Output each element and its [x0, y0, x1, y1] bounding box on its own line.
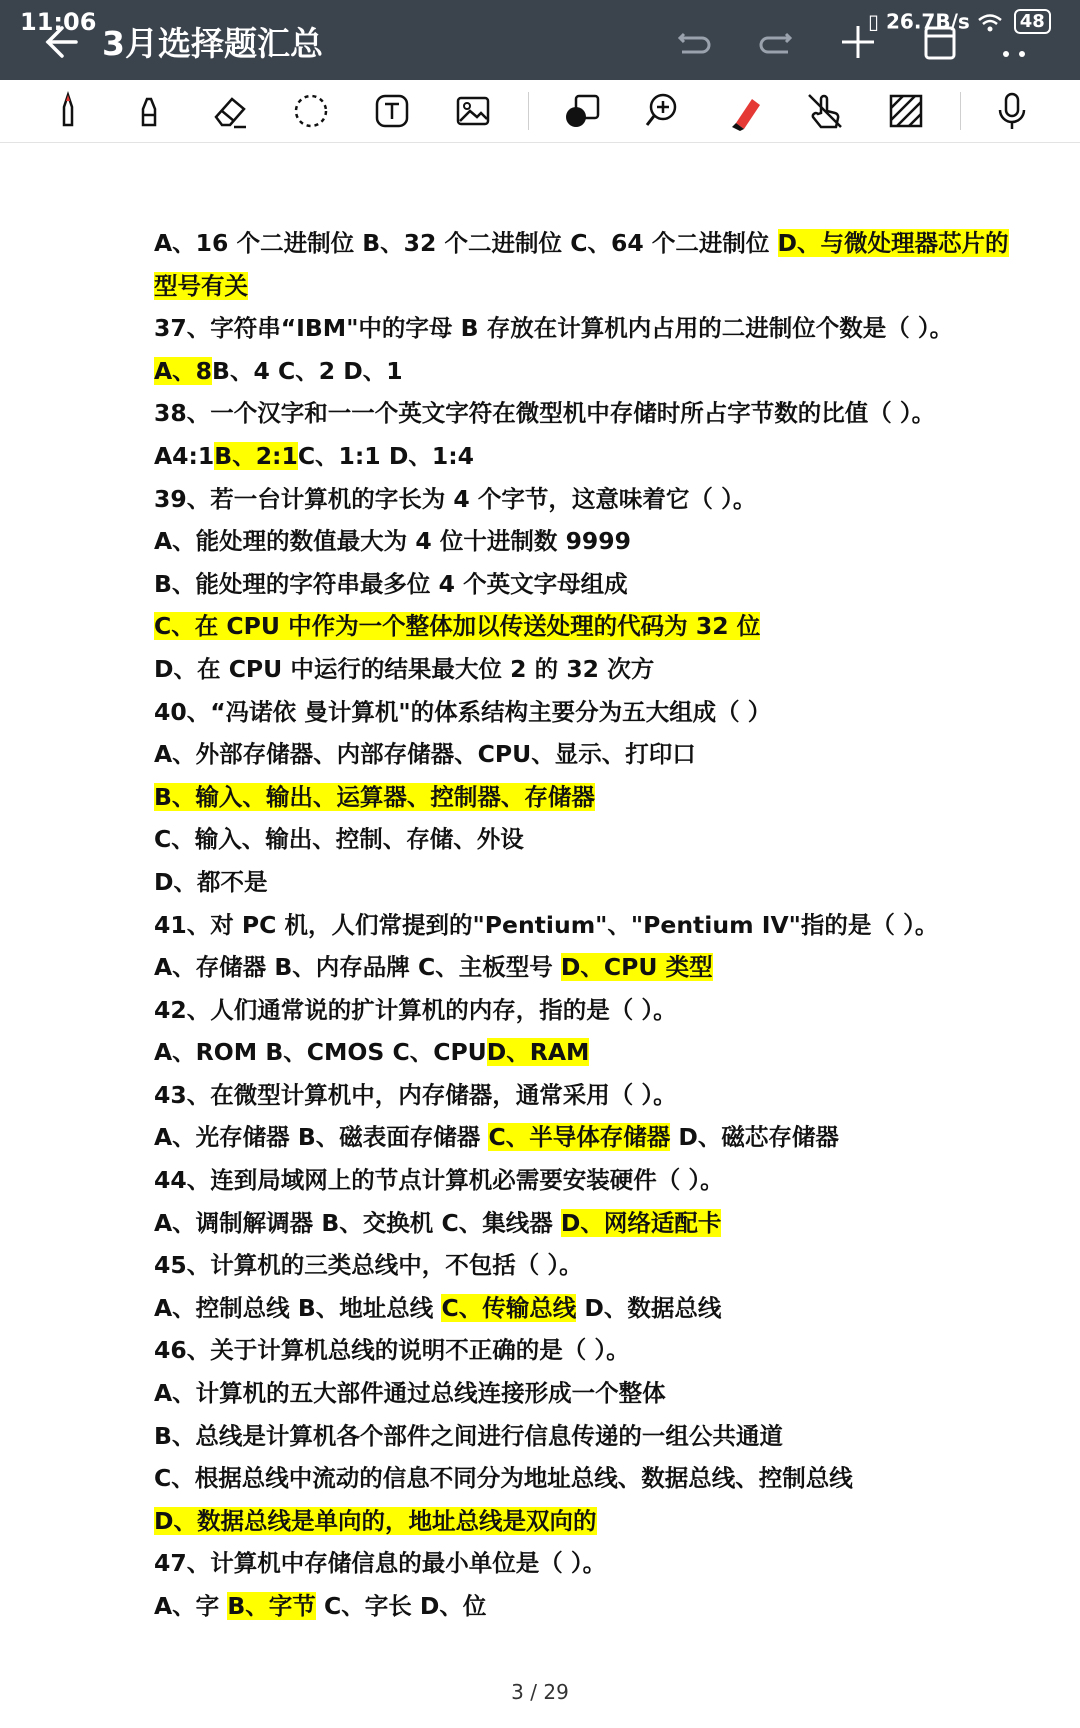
text-segment: 45、计算机的三类总线中，不包括（ ）。	[154, 1251, 583, 1280]
document-line	[154, 861, 1034, 904]
zoom-icon[interactable]	[641, 89, 685, 133]
document-line	[154, 222, 1034, 265]
text-segment: A、计算机的五大部件通过总线连接形成一个整体	[154, 1379, 666, 1408]
text-segment: 37、字符串“IBM"中的字母 B 存放在计算机内占用的二进制位个数是（ ）。	[154, 314, 954, 343]
document-line	[154, 1585, 1034, 1628]
text-segment: A、存储器 B、内存品牌 C、主板型号	[154, 953, 561, 982]
document-line	[154, 478, 1034, 521]
highlighted-answer: D、RAM	[486, 1038, 590, 1067]
text-segment: 39、若一台计算机的字长为 4 个字节，这意味着它（ ）。	[154, 484, 757, 513]
annotation-toolbar	[0, 80, 1080, 143]
document-page-content	[154, 222, 1034, 1628]
text-segment: 41、对 PC 机，人们常提到的"Pentium"、"Pentium IV"指的是（ ）。	[154, 910, 939, 939]
microphone-icon[interactable]	[990, 89, 1034, 133]
toolbar-divider	[528, 92, 529, 130]
highlighted-answer: D、CPU 类型	[560, 953, 713, 982]
wifi-icon	[977, 10, 1010, 34]
highlighted-answer: 型号有关	[154, 271, 248, 300]
text-segment: A、控制总线 B、地址总线	[154, 1293, 442, 1322]
document-line	[154, 1329, 1034, 1372]
text-segment: D、磁芯存储器	[670, 1123, 839, 1152]
document-line	[154, 605, 1034, 648]
document-line	[154, 435, 1034, 478]
text-segment: B、能处理的字符串最多位 4 个英文字母组成	[154, 569, 628, 598]
document-title: 3月选择题汇总	[102, 24, 323, 63]
text-segment: A、字	[154, 1592, 228, 1620]
document-line	[154, 563, 1034, 606]
document-line	[154, 946, 1034, 989]
highlighted-answer: D、数据总线是单向的，地址总线是双向的	[154, 1506, 597, 1535]
highlighted-answer: B、输入、输出、运算器、控制器、存储器	[154, 782, 595, 811]
touch-off-icon[interactable]	[803, 89, 847, 133]
text-segment: A4:1	[154, 441, 215, 470]
text-segment: 44、连到局域网上的节点计算机必需要安装硬件（ ）。	[154, 1166, 724, 1195]
shape-icon[interactable]	[560, 89, 604, 133]
lasso-icon[interactable]	[289, 89, 333, 133]
document-line	[154, 350, 1034, 393]
text-segment: A、能处理的数值最大为 4 位十进制数 9999	[154, 527, 631, 556]
document-line	[154, 1372, 1034, 1415]
document-line	[154, 776, 1034, 819]
highlighted-answer: B、2:1	[214, 441, 298, 470]
status-time: 11:06	[20, 8, 97, 36]
document-line	[154, 1202, 1034, 1245]
text-segment: 40、“冯诺依 曼计算机"的体系结构主要分为五大组成（ ）	[154, 697, 772, 726]
status-indicators	[868, 8, 1051, 40]
pattern-icon[interactable]	[884, 89, 928, 133]
document-line	[154, 1244, 1034, 1287]
battery-level: 48	[1014, 9, 1051, 34]
text-segment: C、输入、输出、控制、存储、外设	[154, 825, 524, 854]
text-segment: A、外部存储器、内部存储器、CPU、显示、打印口	[154, 740, 696, 769]
network-speed: 26.7B/s	[885, 9, 970, 34]
document-line	[154, 1159, 1034, 1202]
page-indicator: 3 / 29	[511, 1680, 569, 1704]
document-line	[154, 307, 1034, 350]
document-line	[154, 1031, 1034, 1074]
document-line	[154, 265, 1034, 308]
highlighter-icon[interactable]	[127, 89, 171, 133]
highlighted-answer: A、8	[154, 356, 213, 385]
redo-icon[interactable]	[754, 20, 798, 64]
text-segment: 38、一个汉字和一一个英文字符在微型机中存储时所占字节数的比值（ ）。	[154, 399, 936, 428]
text-segment: A、16 个二进制位 B、32 个二进制位 C、64 个二进制位	[154, 229, 778, 257]
document-line	[154, 733, 1034, 776]
text-segment: B、4 C、2 D、1	[212, 356, 403, 385]
text-segment: B、总线是计算机各个部件之间进行信息传递的一组公共通道	[154, 1421, 783, 1450]
document-line	[154, 989, 1034, 1032]
text-segment: C、1:1 D、1:4	[297, 441, 474, 470]
document-line	[154, 520, 1034, 563]
highlighted-answer: C、在 CPU 中作为一个整体加以传送处理的代码为 32 位	[154, 612, 761, 641]
document-line	[154, 1415, 1034, 1458]
highlighted-answer: D、网络适配卡	[560, 1208, 722, 1237]
text-segment: 46、关于计算机总线的说明不正确的是（ ）。	[154, 1336, 630, 1365]
document-line	[154, 1116, 1034, 1159]
highlighted-answer: B、字节	[227, 1592, 316, 1620]
toolbar-divider	[960, 92, 961, 130]
document-line	[154, 648, 1034, 691]
highlighted-answer: C、半导体存储器	[488, 1123, 671, 1152]
text-segment: 43、在微型计算机中，内存储器，通常采用（ ）。	[154, 1080, 677, 1109]
text-segment: C、字长 D、位	[315, 1592, 487, 1620]
text-segment: A、ROM B、CMOS C、CPU	[154, 1038, 487, 1067]
highlight-marker-icon[interactable]	[722, 89, 766, 133]
vibrate-icon: ▯	[868, 9, 880, 34]
document-line	[154, 1457, 1034, 1500]
text-segment: C、根据总线中流动的信息不同分为地址总线、数据总线、控制总线	[154, 1464, 853, 1493]
document-line	[154, 1500, 1034, 1543]
text-segment: A、光存储器 B、磁表面存储器	[154, 1123, 489, 1152]
pen-icon[interactable]	[46, 89, 90, 133]
text-segment: D、数据总线	[576, 1293, 722, 1322]
eraser-icon[interactable]	[208, 89, 252, 133]
text-box-icon[interactable]	[370, 89, 414, 133]
text-segment: A、调制解调器 B、交换机 C、集线器	[154, 1208, 561, 1237]
title-bar	[0, 0, 1080, 80]
highlighted-answer: D、与微处理器芯片的	[777, 229, 1009, 257]
document-line	[154, 691, 1034, 734]
highlighted-answer: C、传输总线	[441, 1293, 577, 1322]
undo-icon[interactable]	[672, 20, 716, 64]
document-line	[154, 1542, 1034, 1585]
document-line	[154, 392, 1034, 435]
text-segment: D、在 CPU 中运行的结果最大位 2 的 32 次方	[154, 654, 655, 683]
document-line	[154, 818, 1034, 861]
document-line	[154, 1074, 1034, 1117]
text-segment: 47、计算机中存储信息的最小单位是（ ）。	[154, 1549, 607, 1578]
document-line	[154, 1287, 1034, 1330]
image-icon[interactable]	[451, 89, 495, 133]
text-segment: D、都不是	[154, 867, 268, 896]
text-segment: 42、人们通常说的扩计算机的内存，指的是（ ）。	[154, 995, 677, 1024]
document-line	[154, 904, 1034, 947]
